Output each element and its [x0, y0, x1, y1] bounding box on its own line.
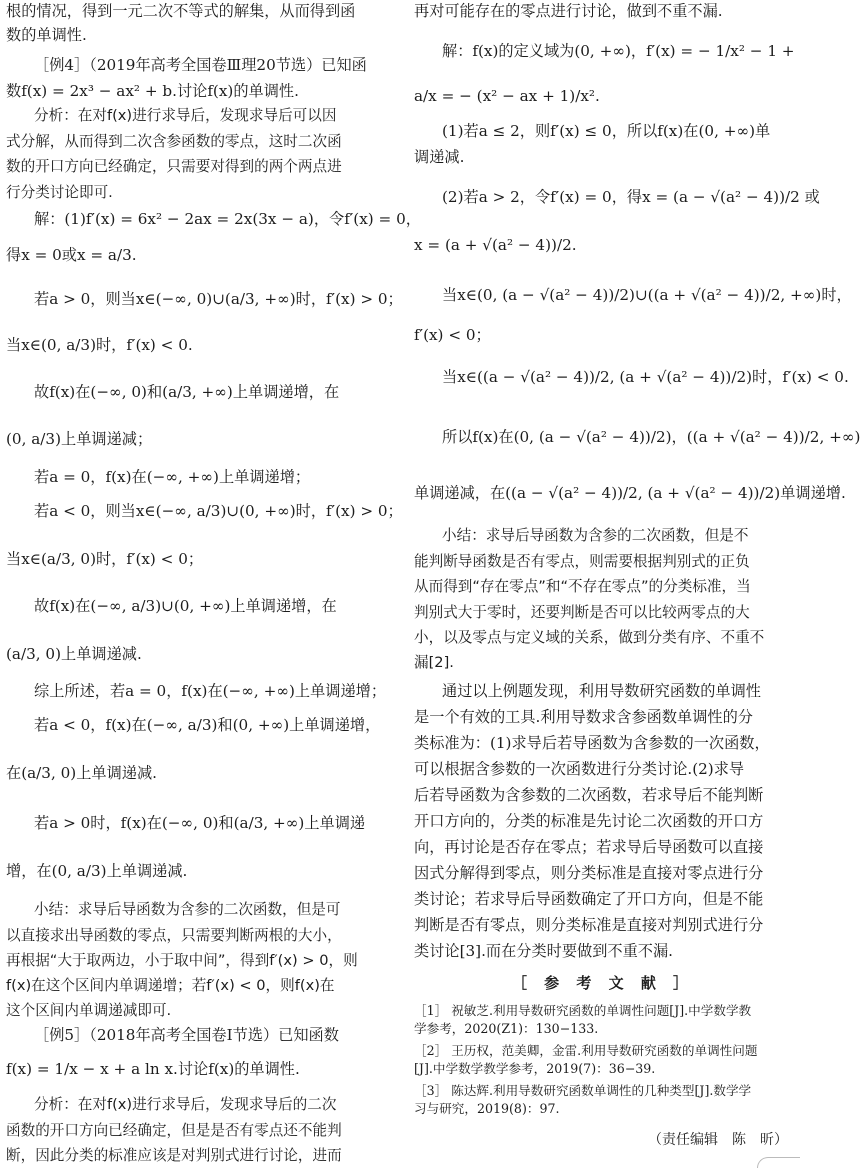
text-line: 从而得到“存在零点”和“不存在零点”的分类标准，当 [414, 578, 751, 595]
text-line: 函数的开口方向已经确定，但是是否有零点还不能判 [6, 1122, 342, 1139]
text-line: 再对可能存在的零点进行讨论，做到不重不漏. [414, 2, 723, 20]
text-line: 开口方向的，分类的标准是先讨论二次函数的开口方 [414, 812, 764, 830]
text-line: 当x∈(a/3, 0)时，f′(x) < 0； [6, 550, 204, 568]
text-line: 故f(x)在(−∞, a/3)∪(0, +∞)上单调递增，在 [34, 597, 337, 615]
text-line: 断，因此分类的标准应该是对判别式进行讨论，进而 [6, 1147, 342, 1164]
text-line: (0, a/3)上单调递减； [6, 430, 153, 448]
text-line: 小，以及零点与定义域的关系，做到分类有序、不重不 [414, 629, 765, 646]
text-line: x = (a + √(a² − 4))/2. [414, 236, 577, 254]
text-line: 数f(x) = 2x³ − ax² + b.讨论f(x)的单调性. [6, 82, 299, 100]
text-line: 在(a/3, 0)上单调递减. [6, 764, 157, 782]
text-line: (1)若a ≤ 2，则f′(x) ≤ 0，所以f(x)在(0, +∞)单 [442, 122, 771, 140]
reference-item: ［3］ 陈达辉.利用导数研究函数单调性的几种类型[J].数学学 [414, 1083, 752, 1098]
text-line: 是一个有效的工具.利用导数求含参函数单调性的分 [414, 708, 753, 726]
text-line: 若a < 0，f(x)在(−∞, a/3)和(0, +∞)上单调递增， [34, 716, 381, 734]
text-line: 若a > 0，则当x∈(−∞, 0)∪(a/3, +∞)时，f′(x) > 0； [34, 290, 403, 308]
solution-line: 解：f(x)的定义域为(0, +∞)，f′(x) = − 1/x² − 1 + [442, 42, 795, 60]
text-line: 增，在(0, a/3)上单调递减. [6, 862, 188, 880]
references-heading: ［ 参 考 文 献 ］ [511, 974, 695, 992]
text-line: f′(x) < 0； [414, 326, 491, 344]
text-line: 式分解，从而得到二次含参函数的零点，这时二次函 [6, 133, 342, 150]
text-line: 综上所述，若a = 0，f(x)在(−∞, +∞)上单调递增； [34, 682, 387, 700]
reference-item: 习与研究，2019(8)：97. [414, 1101, 560, 1116]
summary-line: 小结：求导后导函数为含参的二次函数，但是可 [34, 901, 341, 918]
text-line: 类讨论；若求导后导函数确定了开口方向，但是不能 [414, 890, 764, 908]
text-line: f(x)在这个区间内单调递增；若f′(x) < 0，则f(x)在 [6, 977, 335, 994]
analysis-line: 分析：在对f(x)进行求导后，发现求导后可以因 [34, 107, 337, 124]
text-line: 得x = 0或x = a/3. [6, 246, 137, 264]
text-line: 当x∈(0, (a − √(a² − 4))/2)∪((a + √(a² − 4))/2, +∞)时， [442, 286, 852, 304]
text-line: a/x = − (x² − ax + 1)/x². [414, 87, 600, 105]
text-line: 单调递减，在((a − √(a² − 4))/2, (a + √(a² − 4))/2)单调递增. [414, 484, 846, 502]
text-line: 这个区间内单调递减即可. [6, 1002, 172, 1019]
text-line: 数的单调性. [6, 26, 87, 44]
text-line: (2)若a > 2，令f′(x) = 0，得x = (a − √(a² − 4))/2 或 [442, 188, 820, 206]
analysis-line: 分析：在对f(x)进行求导后，发现求导后的二次 [34, 1096, 337, 1113]
example-5-heading: ［例5］（2018年高考全国卷Ⅰ节选）已知函数 [34, 1026, 339, 1044]
text-line: 若a = 0，f(x)在(−∞, +∞)上单调递增； [34, 468, 311, 486]
text-line: 当x∈(0, a/3)时，f′(x) < 0. [6, 336, 193, 354]
text-line: (a/3, 0)上单调递减. [6, 645, 142, 663]
text-line: 故f(x)在(−∞, 0)和(a/3, +∞)上单调递增，在 [34, 383, 340, 401]
text-line: 可以根据含参数的一次函数进行分类讨论.(2)求导 [414, 760, 745, 778]
solution-line: 解：(1)f′(x) = 6x² − 2ax = 2x(3x − a)，令f′(x) = 0， [34, 210, 421, 228]
text-line: 所以f(x)在(0, (a − √(a² − 4))/2)，((a + √(a² − 4))/2, +∞) [442, 428, 860, 446]
text-line: 若a > 0时，f(x)在(−∞, 0)和(a/3, +∞)上单调递 [34, 814, 366, 832]
text-line: 通过以上例题发现，利用导数研究函数的单调性 [442, 682, 761, 700]
text-line: 能判断导函数是否有零点，则需要根据判别式的正负 [414, 553, 750, 570]
text-line: 数的开口方向已经确定，只需要对得到的两个两点进 [6, 158, 342, 175]
text-line: 以直接求出导函数的零点，只需要判断两根的大小， [6, 927, 342, 944]
text-line: 判别式大于零时，还要判断是否可以比较两零点的大 [414, 604, 750, 621]
text-line: 判断是否有零点，则分类标准是直接对判别式进行分 [414, 916, 764, 934]
reference-item: 学参考，2020(Z1)：130−133. [414, 1021, 599, 1036]
editor-credit: （责任编辑 陈 昕） [648, 1132, 788, 1148]
text-line: 类讨论[3].而在分类时要做到不重不漏. [414, 942, 673, 960]
text-line: 若a < 0，则当x∈(−∞, a/3)∪(0, +∞)时，f′(x) > 0； [34, 502, 403, 520]
text-line: 后若导函数为含参数的二次函数，若求导后不能判断 [414, 786, 764, 804]
example-4-heading: ［例4］（2019年高考全国卷Ⅲ理20节选）已知函 [34, 56, 367, 74]
reference-item: [J].中学数学教学参考，2019(7)：36−39. [414, 1061, 656, 1076]
reference-item: ［2］ 王历权，范美卿，金雷.利用导数研究函数的单调性问题 [414, 1043, 758, 1058]
text-line: 向，再讨论是否存在零点；若求导后导函数可以直接 [414, 838, 764, 856]
text-line: 漏[2]. [414, 654, 454, 671]
text-line: 再根据“大于取两边，小于取中间”，得到f′(x) > 0，则 [6, 952, 358, 969]
summary-line: 小结：求导后导函数为含参的二次函数，但是不 [442, 527, 749, 544]
text-line: 类标准为：(1)求导后若导函数为含参数的一次函数， [414, 734, 770, 752]
page-corner-decoration [757, 1157, 800, 1168]
text-line: 因式分解得到零点，则分类标准是直接对零点进行分 [414, 864, 764, 882]
reference-item: ［1］ 祝敏芝.利用导数研究函数的单调性问题[J].中学数学教 [414, 1003, 752, 1018]
text-line: 行分类讨论即可. [6, 184, 113, 201]
text-line: 调递减. [414, 148, 465, 166]
text-line: 根的情况，得到一元二次不等式的解集，从而得到函 [6, 2, 356, 20]
text-line: f(x) = 1/x − x + a ln x.讨论f(x)的单调性. [6, 1060, 300, 1078]
text-line: 当x∈((a − √(a² − 4))/2, (a + √(a² − 4))/2)时，f′(x) < 0. [442, 368, 849, 386]
